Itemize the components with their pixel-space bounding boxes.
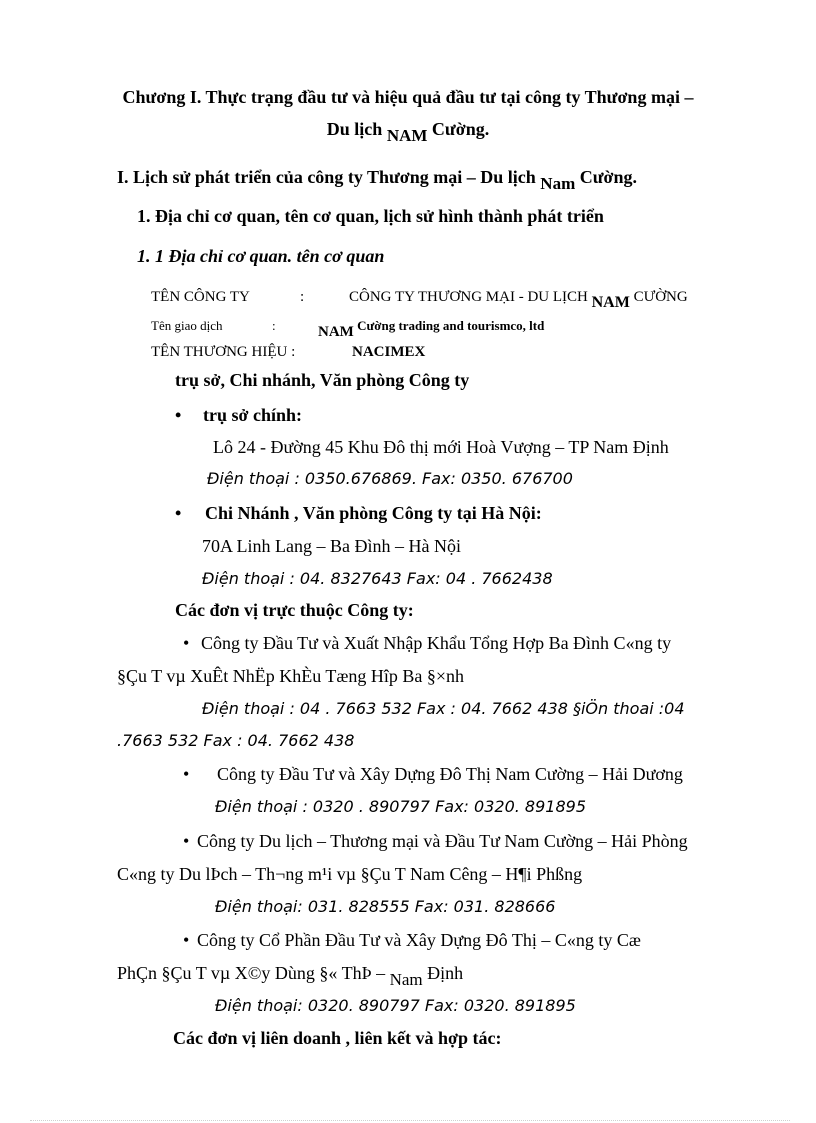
section-heading-sub: Nam: [540, 174, 576, 193]
affiliates-heading: Các đơn vị trực thuộc Công ty:: [175, 600, 414, 620]
affiliate-1-line1: [183, 632, 671, 654]
subsection-heading: 1. Địa chỉ cơ quan, tên cơ quan, lịch sử hình thành phát triển: [137, 206, 604, 226]
bullet-icon: •: [183, 930, 190, 950]
affiliate-3-contact: Điện thoại: 031. 828555 Fax: 031. 828666: [215, 897, 556, 916]
affiliate-3-name: Công ty Du lịch – Thương mại và Đầu Tư Nam Cường – Hải Phòng: [197, 831, 688, 851]
affiliate-1-line2: §Çu T vµ XuÊt NhËp KhÈu Tæng Hîp Ba §×nh: [117, 666, 465, 686]
affiliate-4-line2-post: Định: [422, 963, 464, 983]
bullet-icon: •: [183, 764, 190, 784]
brand-value: NACIMEX: [352, 344, 426, 360]
trade-name-label: Tên giao dịch: [151, 318, 223, 333]
section-heading-pre: I. Lịch sử phát triển của công ty Thương mại – Du lịch: [117, 167, 541, 187]
company-name-value: [349, 286, 688, 314]
subsubsection-heading: 1. 1 Địa chỉ cơ quan. tên cơ quan: [137, 246, 385, 266]
page-edge-divider: [30, 1120, 790, 1121]
affiliate-2-line1: [183, 763, 683, 785]
affiliate-4-name: Công ty Cổ Phần Đầu Tư và Xây Dựng Đô Thị – C«ng ty Cæ: [197, 930, 641, 950]
joint-venture-heading: Các đơn vị liên doanh , liên kết và hợp tác:: [173, 1028, 502, 1048]
bullet-icon: •: [175, 503, 182, 523]
affiliate-3-line1: [183, 830, 688, 852]
hanoi-title-text: Chi Nhánh , Văn phòng Công ty tại Hà Nội:: [205, 503, 542, 523]
hq-contact: Điện thoại : 0350.676869. Fax: 0350. 676700: [207, 469, 573, 488]
chapter-title-pre: Du lịch: [326, 119, 387, 139]
affiliate-2-contact: Điện thoại : 0320 . 890797 Fax: 0320. 891895: [215, 797, 586, 816]
company-name-label: TÊN CÔNG TY: [151, 289, 250, 305]
company-name-colon: :: [300, 289, 305, 305]
hq-title-text: trụ sở chính:: [203, 405, 302, 425]
bullet-icon: •: [183, 831, 190, 851]
hanoi-address: 70A Linh Lang – Ba Đình – Hà Nội: [202, 536, 461, 556]
affiliate-3-line2: C«ng ty Du lÞch – Th¬ng m¹i vµ §Çu T Nam Cêng – H¶i Phßng: [117, 864, 583, 884]
bullet-icon: •: [183, 633, 190, 653]
chapter-title-sub: NAM: [386, 126, 428, 145]
section-heading: [117, 166, 637, 195]
brand-label: TÊN THƯƠNG HIỆU :: [151, 344, 296, 360]
affiliate-4-line1: [183, 929, 641, 951]
hq-address: Lô 24 - Đường 45 Khu Đô thị mới Hoà Vượng – TP Nam Định: [213, 437, 669, 457]
affiliate-4-line2-sub: Nam: [389, 970, 423, 989]
company-name-post: CƯỜNG: [629, 289, 688, 305]
trade-name-value: [318, 315, 544, 343]
affiliate-4-line2-pre: PhÇn §Çu T vµ X©y Dùng §« ThÞ –: [117, 963, 390, 983]
affiliate-4-line2: [117, 962, 463, 991]
chapter-title-post: Cường.: [427, 119, 490, 139]
trade-name-post: Cường trading and tourismco, ltd: [353, 318, 545, 333]
affiliate-4-contact: Điện thoại: 0320. 890797 Fax: 0320. 891895: [215, 996, 576, 1015]
affiliate-1-contact1: Điện thoại : 04 . 7663 532 Fax : 04. 7662 438 §iÖn thoai :04: [202, 699, 685, 718]
hanoi-title: [175, 502, 542, 524]
section-heading-post: Cường.: [575, 167, 638, 187]
company-name-pre: CÔNG TY THƯƠNG MẠI - DU LỊCH: [349, 289, 592, 305]
trade-name-colon: :: [272, 318, 276, 333]
trade-name-sub: NAM: [318, 324, 354, 340]
affiliate-1-name: Công ty Đầu Tư và Xuất Nhập Khẩu Tổng Hợp Ba Đình C«ng ty: [201, 633, 672, 653]
affiliate-1-contact2: .7663 532 Fax : 04. 7662 438: [117, 731, 355, 750]
chapter-title-line1: Chương I. Thực trạng đầu tư và hiệu quả đầu tư tại công ty Thương mại –: [122, 87, 694, 107]
offices-heading: trụ sở, Chi nhánh, Văn phòng Công ty: [175, 370, 470, 390]
bullet-icon: •: [175, 405, 182, 425]
affiliate-2-name: Công ty Đầu Tư và Xây Dựng Đô Thị Nam Cường – Hải Dương: [217, 764, 683, 784]
hanoi-contact: Điện thoại : 04. 8327643 Fax: 04 . 7662438: [202, 569, 553, 588]
chapter-title-line2: [0, 118, 816, 147]
company-name-sub: NAM: [591, 294, 630, 311]
hq-title: [175, 404, 302, 426]
